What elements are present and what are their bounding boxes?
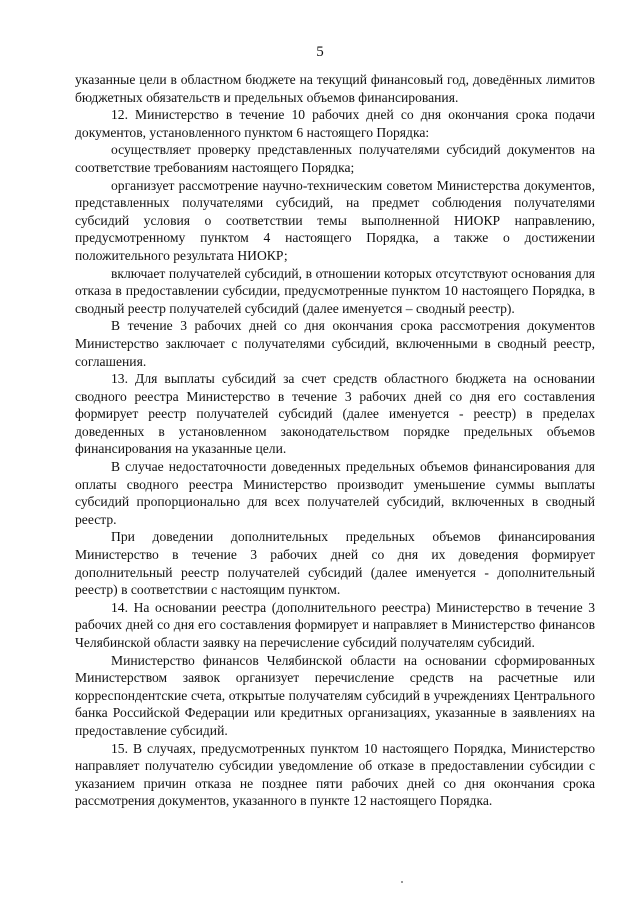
paragraph-continuation: указанные цели в областном бюджете на текущий финансовый год, доведённых лимитов бюджетных обязательств и предельных объемов финансирования.	[75, 72, 595, 105]
paragraph-agreements: В течение 3 рабочих дней со дня окончания срока рассмотрения документов Министерство заключает с получателями субсидий, включенными в сводный реестр, соглашения.	[75, 318, 595, 369]
paragraph-item-14: 14. На основании реестра (дополнительного реестра) Министерство в течение 3 рабочих дней со дня его составления формирует и направляет в Министерство финансов Челябинской области заявку на перечисление субсидий получателям субсидий.	[75, 599, 595, 650]
paragraph-item-15: 15. В случаях, предусмотренных пунктом 10 настоящего Порядка, Министерство направляет получателю субсидии уведомление об отказе в предоставлении субсидии с указанием причин отказа не позднее пяти рабочих дней со дня окончания срока рассмотрения документов, указанного в пункте 12 настоящего Порядка.	[75, 740, 595, 809]
paragraph-additional-register: При доведении дополнительных предельных объемов финансирования Министерство в течение 3 рабочих дней со дня их доведения формирует дополнительный реестр получателей субсидий (далее именуется - дополнительный реестр) в соответствии с настоящим пунктом.	[75, 529, 595, 598]
paragraph-council-review: организует рассмотрение научно-техническим советом Министерства документов, представленных получателями субсидий, на предмет соблюдения получателями субсидий условия о соответствии темы выполненной НИОКР направлению, предусмотренному пунктом 4 настоящего Порядка, а также о достижении положительного результата НИОКР;	[75, 177, 595, 263]
paragraph-consolidated-register: включает получателей субсидий, в отношении которых отсутствуют основания для отказа в предоставлении субсидии, предусмотренные пунктом 10 настоящего Порядка, в сводный реестр получателей субсидий (далее именуется – сводный реестр).	[75, 265, 595, 316]
paragraph-item-13: 13. Для выплаты субсидий за счет средств областного бюджета на основании сводного реестра Министерство в течение 3 рабочих дней со дня его составления формирует реестр получателей субсидий (далее именуется - реестр) в пределах доведенных в установленном законодательством порядке предельных объемов финансирования на указанные цели.	[75, 371, 595, 457]
scan-speck	[401, 881, 403, 883]
paragraph-verification: осуществляет проверку представленных получателями субсидий документов на соответствие требованиям настоящего Порядка;	[75, 142, 595, 175]
paragraph-item-12: 12. Министерство в течение 10 рабочих дней со дня окончания срока подачи документов, установленного пунктом 6 настоящего Порядка:	[75, 107, 595, 140]
paragraph-transfer: Министерство финансов Челябинской области на основании сформированных Министерством заявок организует перечисление средств на расчетные или корреспондентские счета, открытые получателям субсидий в учреждениях Центрального банка Российской Федерации или кредитных организациях, указанные в заявлениях на предоставление субсидий.	[75, 652, 595, 738]
document-body	[75, 71, 595, 810]
paragraph-insufficiency: В случае недостаточности доведенных предельных объемов финансирования для оплаты сводного реестра Министерство производит уменьшение суммы выплаты субсидий пропорционально для всех получателей субсидий, включенных в сводный реестр.	[75, 459, 595, 527]
page-number: 5	[316, 44, 324, 60]
